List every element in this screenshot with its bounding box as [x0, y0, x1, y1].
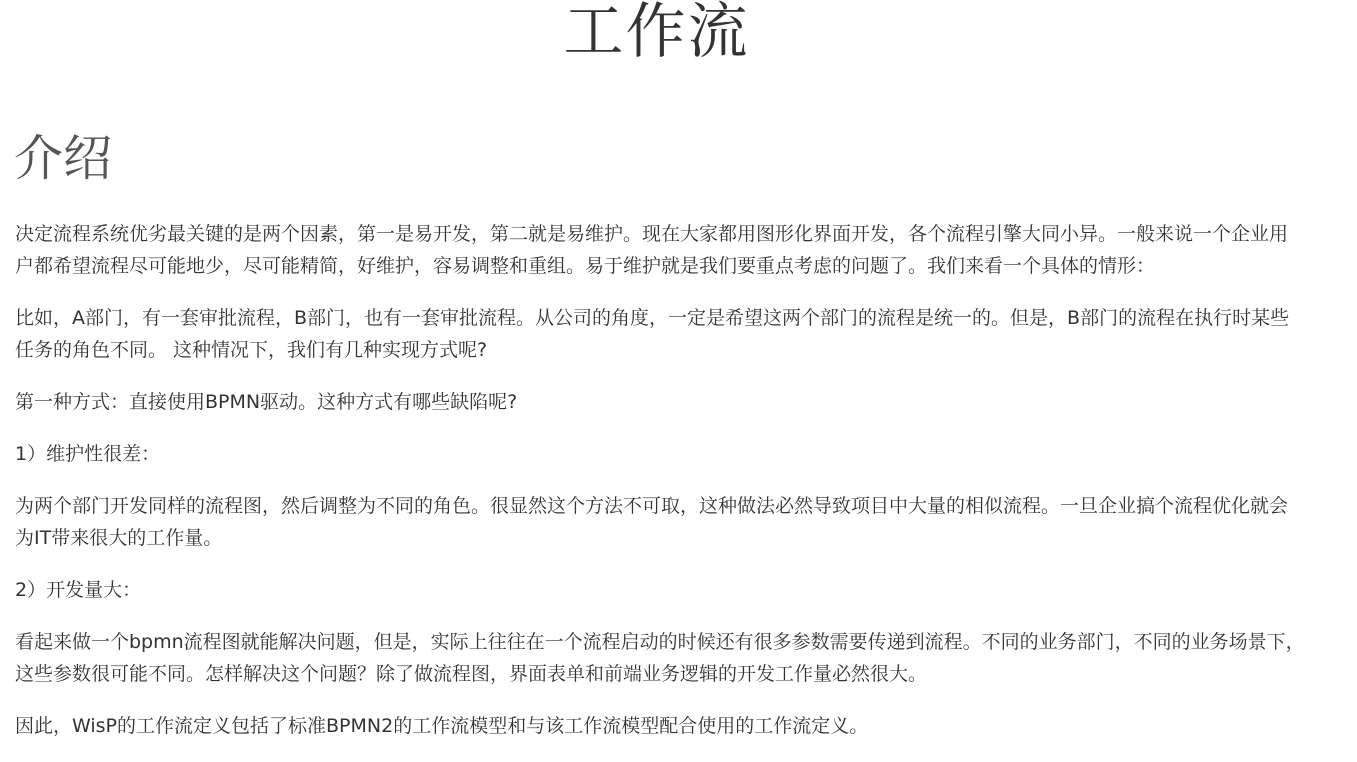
paragraph-dev-effort-detail: 看起来做一个bpmn流程图就能解决问题，但是，实际上往往在一个流程启动的时候还有很多参数需要传递到流程。不同的业务部门，不同的业务场景下，这些参数很可能不同。怎样解决这个问题？除了做流程图，界面表单和前端业务逻辑的开发工作量必然很大。 [15, 631, 1305, 685]
paragraph-overview: 决定流程系统优劣最关键的是两个因素，第一是易开发，第二就是易维护。现在大家都用图形化界面开发，各个流程引擎大同小异。一般来说一个企业用户都希望流程尽可能地少，尽可能精简，好维护，容易调整和重组。易于维护就是我们要重点考虑的问题了。我们来看一个具体的情形： [15, 223, 1289, 277]
paragraph-example: 比如，A部门，有一套审批流程，B部门，也有一套审批流程。从公司的角度，一定是希望这两个部门的流程是统一的。但是，B部门的流程在执行时某些任务的角色不同。 这种情况下，我们有几种实现方式呢? [15, 307, 1290, 361]
page-title: 工作流 [563, 0, 750, 67]
section-heading-intro: 介绍 [14, 130, 113, 187]
paragraph-point-dev-effort: 2）开发量大： [15, 579, 142, 601]
article-body [15, 218, 1305, 762]
paragraph-method-one: 第一种方式：直接使用BPMN驱动。这种方式有哪些缺陷呢? [15, 391, 518, 413]
paragraph-point-maintainability: 1）维护性很差： [15, 443, 161, 465]
paragraph-conclusion: 因此，WisP的工作流定义包括了标准BPMN2的工作流模型和与该工作流模型配合使用的工作流定义。 [15, 715, 869, 737]
paragraph-maintainability-detail: 为两个部门开发同样的流程图，然后调整为不同的角色。很显然这个方法不可取，这种做法必然导致项目中大量的相似流程。一旦企业搞个流程优化就会为IT带来很大的工作量。 [15, 495, 1289, 549]
